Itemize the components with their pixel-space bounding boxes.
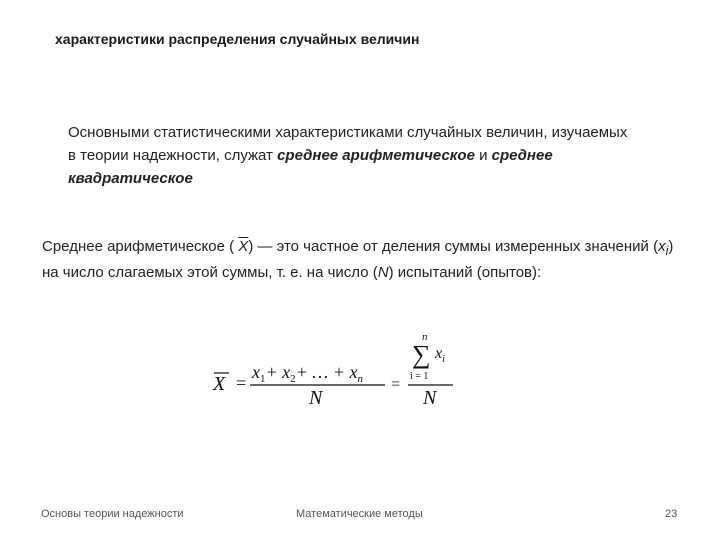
footer-page-number: 23: [665, 508, 678, 520]
sum-lower: i = 1: [410, 371, 429, 382]
formula-eq2: =: [391, 376, 401, 393]
sum-term-sub: i: [442, 354, 445, 365]
num-x2-sub: 2: [290, 373, 296, 385]
num-x2: + x: [265, 362, 291, 382]
definition-lead: Среднее арифметическое (: [42, 238, 239, 255]
num-xn-sub: n: [357, 373, 363, 385]
formula-graphic: [205, 333, 465, 413]
var-n: N: [377, 264, 389, 281]
sum-term: [434, 345, 445, 365]
num-x1-sub: 1: [260, 373, 266, 385]
sum-term-x: x: [435, 345, 443, 362]
intro-text-part1: Основными статистическими характеристиками случайных величин, изучаемых в теории надежности, служат: [68, 124, 628, 164]
definition-after-var: ) на число слагаемых этой суммы, т. е. на число (: [42, 238, 674, 281]
footer-course: Основы теории надежности: [41, 508, 184, 520]
intro-paragraph: [68, 121, 638, 190]
footer-section: Математические методы: [296, 508, 423, 520]
formula-lhs: X: [213, 373, 226, 395]
denominator-2: N: [423, 387, 437, 409]
numerator: [251, 362, 363, 385]
mean-symbol: $\overline{X}$: [238, 238, 249, 255]
formula-eq1: =: [236, 373, 247, 393]
denominator-1: N: [309, 387, 323, 409]
intro-text-part2: и: [474, 147, 492, 164]
mean-formula: [205, 333, 465, 413]
num-xn: + … + x: [295, 362, 358, 382]
var-x-subscript: i: [665, 244, 669, 258]
definition-paragraph: [42, 236, 682, 284]
sigma-symbol: ∑: [412, 340, 431, 369]
intro-term-mean: среднее арифметическое: [277, 147, 475, 164]
intro-term-rms: среднее квадратическое: [68, 147, 553, 187]
definition-after-symbol: ) — это частное от деления суммы измеренных значений (: [248, 238, 659, 255]
var-x: x: [658, 238, 666, 255]
slide-title: характеристики распределения случайных величин: [55, 31, 420, 47]
definition-tail: ) испытаний (опытов):: [388, 264, 542, 281]
num-x1: x: [252, 362, 260, 382]
sum-upper: n: [422, 331, 428, 343]
